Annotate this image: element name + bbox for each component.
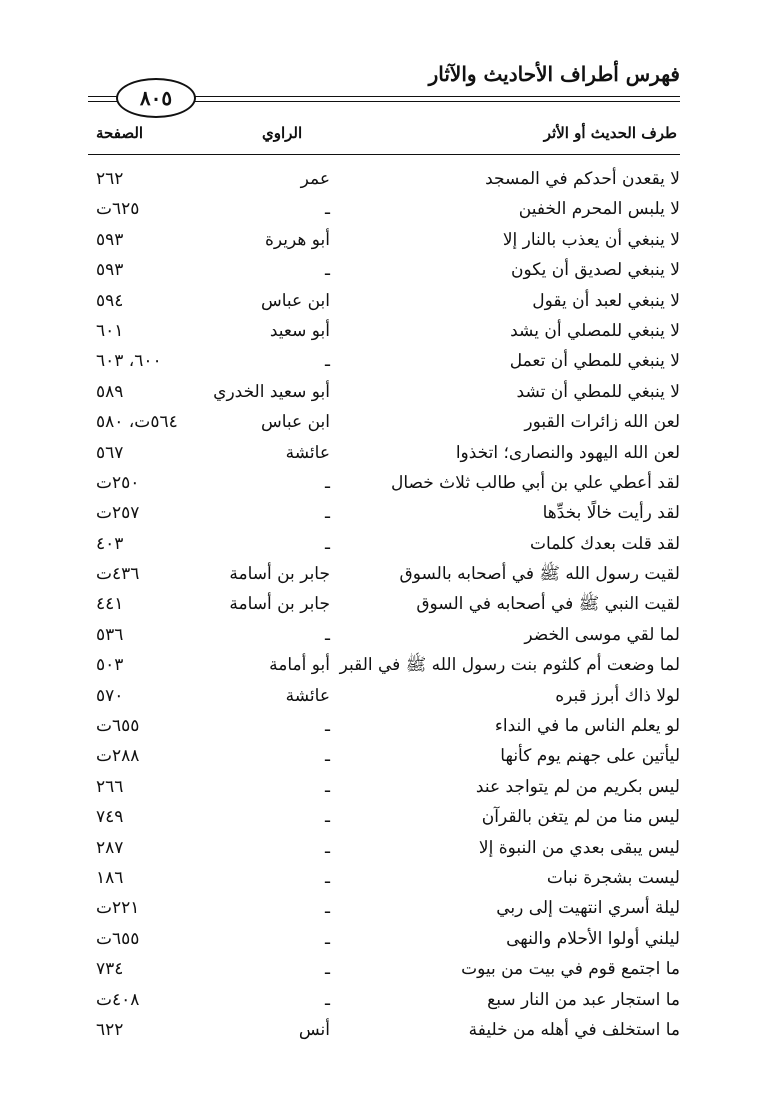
hadith-text: ليلة أسري انتهيت إلى ربي [496,898,680,919]
narrator-text: ـ [325,199,330,220]
hadith-text: ليلني أولوا الأحلام والنهى [506,928,680,949]
narrator-text: ـ [325,867,330,888]
table-row [88,802,680,832]
narrator-text: أنس [298,1019,330,1040]
narrator-text: ـ [325,503,330,524]
hadith-text: لقد قلت بعدك كلمات [530,533,680,554]
page-ref: ٦٢٥ت [96,199,140,220]
page-number: ٨٠٥ [139,86,173,110]
hadith-text: ما استجار عبد من النار سبع [487,989,680,1010]
page-ref: ٦٠٠، ٦٠٣ [96,351,162,372]
narrator-text: ـ [325,776,330,797]
page-ref: ٥٦٧ [96,442,124,463]
page-ref: ٢٨٧ [96,837,124,858]
table-row [88,225,680,255]
page-ref: ٤٣٦ت [96,564,140,585]
page-ref: ٤٤١ [96,594,124,615]
narrator-text: ـ [325,624,330,645]
page-ref: ٦٥٥ت [96,716,140,737]
column-header-hadith: طرف الحديث أو الأثر [543,124,677,142]
page-ref: ٥٦٤ت، ٥٨٠ [96,412,178,433]
table-row [88,833,680,863]
table-row [88,681,680,711]
narrator-text: ـ [325,807,330,828]
narrator-text: عائشة [285,442,330,463]
narrator-text: ابن عباس [260,412,330,433]
narrator-text: جابر بن أسامة [229,564,330,585]
table-row [88,346,680,376]
narrator-text: عمر [300,169,330,189]
page-ref: ٦٠١ [96,320,124,341]
hadith-text: لقد أعطي علي بن أبي طالب ثلاث خصال [391,472,680,493]
hadith-text: لا ينبغي للمطي أن تعمل [509,351,680,372]
hadith-text: ما استخلف في أهله من خليفة [468,1019,680,1040]
hadith-text: لعن الله زائرات القبور [524,412,680,433]
table-row [88,438,680,468]
hadith-text: ليس يبقى بعدي من النبوة إلا [478,837,680,858]
hadith-text: لما لقي موسى الخضر [524,624,680,645]
hadith-text: لا ينبغي لعبد أن يقول [532,290,680,311]
hadith-text: لا يقعدن أحدكم في المسجد [485,169,680,189]
narrator-text: ـ [325,260,330,281]
narrator-text: أبو سعيد [269,320,330,341]
table-row [88,711,680,741]
hadith-text: ليس منا من لم يتغن بالقرآن [481,807,680,828]
hadith-text: ليأتين على جهنم يوم كأنها [500,746,680,767]
table-row [88,316,680,346]
hadith-text: ليست بشجرة نبات [546,867,680,888]
hadith-text: لولا ذاك أبرز قبره [555,685,680,706]
page-ref: ٧٣٤ [96,959,124,980]
hadith-text: لا ينبغي للمطي أن تشد [516,381,680,402]
page-ref: ٥٩٣ [96,260,124,281]
table-row [88,559,680,589]
table-row [88,529,680,559]
page-ref: ٥٩٤ [96,290,124,311]
hadith-text: ليس بكريم من لم يتواجد عند [475,776,680,797]
page-ref: ٢٥٧ت [96,503,140,524]
page-ref: ٢٨٨ت [96,746,140,767]
narrator-text: أبو أمامة [269,655,330,676]
page-ref: ٢٢١ت [96,898,140,919]
narrator-text: ـ [325,746,330,767]
narrator-text: ـ [325,928,330,949]
page-ref: ٤٠٨ت [96,989,140,1010]
page-ref: ٦٢٢ [96,1019,124,1040]
table-row [88,194,680,224]
narrator-text: ـ [325,898,330,919]
page-title: فهرس أطراف الأحاديث والآثار [428,62,680,86]
table-row [88,164,680,194]
table-row [88,620,680,650]
table-row [88,863,680,893]
page-ref: ٢٦٦ [96,776,124,797]
narrator-text: ابن عباس [260,290,330,311]
hadith-text: لو يعلم الناس ما في النداء [494,716,680,737]
page-ref: ٥٠٣ [96,655,124,676]
hadith-text: لا ينبغي للمصلي أن يشد [510,320,680,341]
table-row [88,1015,680,1045]
table-row [88,985,680,1015]
hadith-text: لقيت النبي ﷺ في أصحابه في السوق [416,594,680,615]
narrator-text: ـ [325,472,330,493]
narrator-text: ـ [325,837,330,858]
table-row [88,468,680,498]
table-row [88,954,680,984]
page-ref: ١٨٦ [96,867,124,888]
page-ref: ٥٧٠ [96,685,124,706]
page-ref: ٥٨٩ [96,381,124,402]
column-header-rule [88,154,680,155]
table-row [88,589,680,619]
page-ref: ٧٤٩ [96,807,124,828]
narrator-text: عائشة [285,685,330,706]
hadith-text: لا ينبغي أن يعذب بالنار إلا [502,229,680,250]
page-ref: ٤٠٣ [96,533,124,554]
narrator-text: ـ [325,533,330,554]
table-row [88,772,680,802]
page-ref: ٢٥٠ت [96,472,140,493]
hadith-text: لقيت رسول الله ﷺ في أصحابه بالسوق [399,564,680,585]
table-row [88,255,680,285]
table-row [88,407,680,437]
table-row [88,893,680,923]
index-table [88,164,680,1045]
page-number-oval [116,78,196,118]
page-ref: ٥٩٣ [96,229,124,250]
table-row [88,650,680,680]
hadith-text: لعن الله اليهود والنصارى؛ اتخذوا [455,442,680,463]
table-row [88,377,680,407]
page-ref: ٢٦٢ [96,169,124,189]
narrator-text: ـ [325,989,330,1010]
column-header-page: الصفحة [96,124,144,142]
narrator-text: أبو هريرة [264,229,330,250]
narrator-text: ـ [325,959,330,980]
narrator-text: جابر بن أسامة [229,594,330,615]
hadith-text: لقد رأيت خالًا بخدِّها [542,503,680,524]
hadith-text: ما اجتمع قوم في بيت من بيوت [461,959,680,980]
hadith-text: لا يلبس المحرم الخفين [518,199,680,220]
page-header [88,58,680,108]
hadith-text: لما وضعت أم كلثوم بنت رسول الله ﷺ في القبر [339,655,680,676]
table-row [88,286,680,316]
narrator-text: ـ [325,716,330,737]
page-ref: ٦٥٥ت [96,928,140,949]
narrator-text: أبو سعيد الخدري [213,381,330,402]
hadith-text: لا ينبغي لصديق أن يكون [510,260,680,281]
narrator-text: ـ [325,351,330,372]
column-header-narrator: الراوي [262,124,303,142]
table-row [88,924,680,954]
table-row [88,741,680,771]
table-row [88,498,680,528]
page-ref: ٥٣٦ [96,624,124,645]
